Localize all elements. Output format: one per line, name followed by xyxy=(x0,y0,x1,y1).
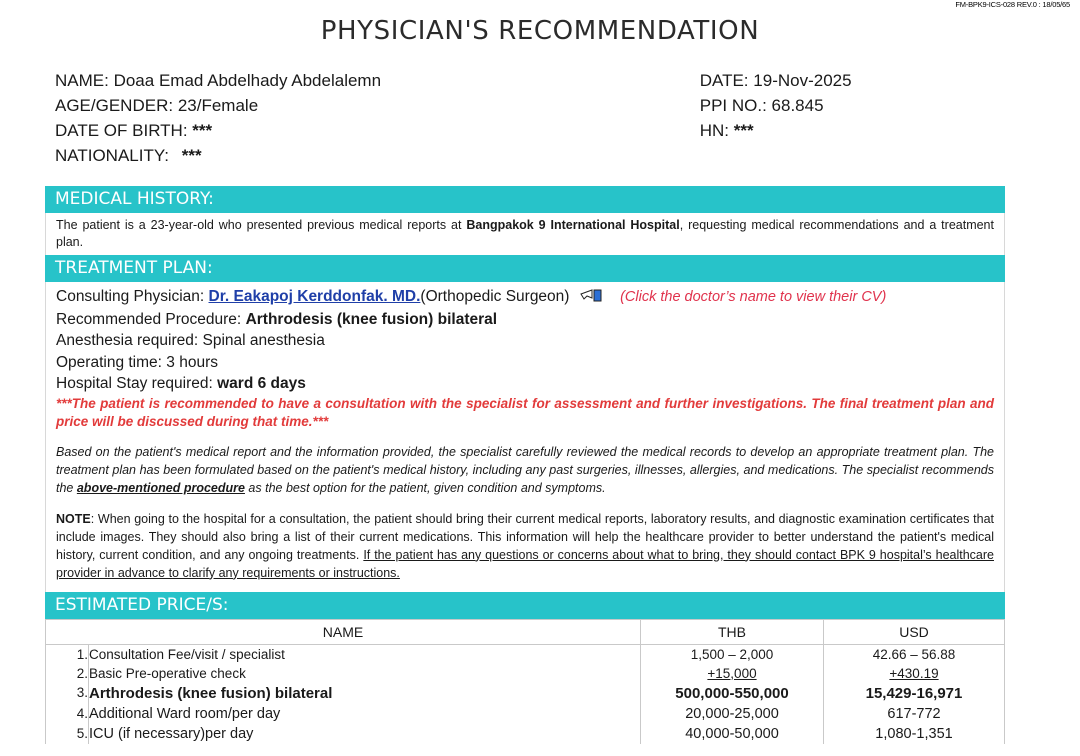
price-table-header-row xyxy=(46,619,1005,644)
patient-info-right xyxy=(700,68,1030,143)
patient-dob-label: DATE OF BIRTH: xyxy=(55,121,188,140)
patient-dob-value: *** xyxy=(192,121,213,140)
date-row xyxy=(700,68,1030,93)
row-usd: 617-772 xyxy=(824,704,1005,724)
patient-info xyxy=(0,68,1080,168)
patient-info-left xyxy=(55,68,695,168)
patient-name-label: NAME: xyxy=(55,71,109,90)
row-thb: 40,000-50,000 xyxy=(641,724,824,744)
procedure-row xyxy=(56,309,994,331)
table-row xyxy=(46,724,1005,744)
hospital-stay-row xyxy=(56,373,994,395)
note-label: NOTE xyxy=(56,511,91,526)
click-hint-text: (Click the doctor’s name to view their CV) xyxy=(620,289,887,305)
medical-history-text-after: , requesting medical recommendations and a treatment plan. xyxy=(56,218,994,249)
operating-time-label: Operating time: xyxy=(56,353,162,371)
patient-name-value: Doaa Emad Abdelhady Abdelalemn xyxy=(113,71,382,90)
section-header-estimated-price: ESTIMATED PRICE/S: xyxy=(45,592,1005,619)
patient-nationality-value: *** xyxy=(181,146,202,165)
page-title: PHYSICIAN'S RECOMMENDATION xyxy=(320,16,760,46)
doctor-specialty: (Orthopedic Surgeon) xyxy=(420,288,570,305)
patient-age-row xyxy=(55,93,695,118)
price-table-body xyxy=(46,644,1005,744)
paragraph-part-2: as the best option for the patient, given condition and symptoms. xyxy=(244,480,606,495)
row-thb: 1,500 – 2,000 xyxy=(641,644,824,664)
column-header-thb: THB xyxy=(641,619,824,644)
treatment-plan-body xyxy=(45,282,1005,592)
treatment-plan-paragraph xyxy=(56,443,994,497)
patient-nationality-row xyxy=(55,143,695,168)
section-header-treatment-plan: TREATMENT PLAN: xyxy=(45,255,1005,282)
ppi-label: PPI NO.: xyxy=(699,96,767,115)
anesthesia-label: Anesthesia required: xyxy=(56,332,199,349)
estimated-price-table xyxy=(45,619,1005,744)
hn-label: HN: xyxy=(699,121,730,140)
row-name: Arthrodesis (knee fusion) bilateral xyxy=(89,683,641,704)
hospital-stay-value: ward 6 days xyxy=(217,375,306,392)
row-name: Additional Ward room/per day xyxy=(89,704,641,724)
table-row xyxy=(46,644,1005,664)
medical-history-text-before: The patient is a 23-year-old who presented previous medical reports at xyxy=(56,218,467,232)
hospital-stay-label: Hospital Stay required: xyxy=(56,375,213,392)
form-code: FM-BPK9-ICS-028 REV.0 : 18/05/65 xyxy=(955,0,1070,9)
hn-row xyxy=(700,118,1030,143)
paragraph-part-1: Based on the patient's medical report and the information provided, the specialist carefully reviewed the medical records to develop an appropriate treatment plan. The treatment plan has been formulated based on the patient's medical history, including any past surgeries, illnesses, allergies, and medications. The specialist recommends the xyxy=(56,444,994,495)
row-usd: +430.19 xyxy=(824,664,1005,683)
row-number: 4. xyxy=(46,704,89,724)
operating-time-value: 3 hours xyxy=(166,353,218,371)
patient-age-value: 23/Female xyxy=(177,96,259,115)
row-usd: 1,080-1,351 xyxy=(824,724,1005,744)
section-header-medical-history: MEDICAL HISTORY: xyxy=(45,186,1005,213)
date-label: DATE: xyxy=(699,71,749,90)
ppi-row xyxy=(700,93,1030,118)
procedure-label: Recommended Procedure: xyxy=(56,310,242,328)
row-thb: 500,000-550,000 xyxy=(641,683,824,704)
click-cursor-icon xyxy=(580,288,604,302)
hn-value: *** xyxy=(733,121,754,140)
table-row xyxy=(46,664,1005,683)
patient-name-row xyxy=(55,68,695,93)
note-text: : When going to the hospital for a consultation, the patient should bring their current medical reports, laboratory results, and diagnostic examination certificates that include images. They should also bring a list of their current medications. This information will help the healthcare provider to better understand the patient's medical history, current condition, and any ongoing treatments. xyxy=(56,511,994,562)
row-thb: +15,000 xyxy=(641,664,824,683)
row-number: 3. xyxy=(46,683,89,704)
hospital-name: Bangpakok 9 International Hospital xyxy=(466,218,680,232)
column-header-usd: USD xyxy=(824,619,1005,644)
operating-time-row xyxy=(56,352,994,374)
note-underlined-text: If the patient has any questions or concerns about what to bring, they should contact BPK 9 hospital’s healthcare provider in advance to clarify any requirements or instructions. xyxy=(56,547,994,580)
row-name: Consultation Fee/visit / specialist xyxy=(89,644,641,664)
row-usd: 15,429-16,971 xyxy=(824,683,1005,704)
anesthesia-row xyxy=(56,330,994,352)
consultation-warning: ***The patient is recommended to have a consultation with the specialist for assessment and further investigations. The final treatment plan and price will be discussed during that time.*** xyxy=(56,395,994,429)
patient-age-label: AGE/GENDER: xyxy=(55,96,174,115)
procedure-value: Arthrodesis (knee fusion) bilateral xyxy=(245,310,498,328)
anesthesia-value: Spinal anesthesia xyxy=(202,332,325,349)
doctor-name-link[interactable]: Dr. Eakapoj Kerddonfak. MD. xyxy=(208,288,421,305)
row-thb: 20,000-25,000 xyxy=(641,704,824,724)
paragraph-underline: above-mentioned procedure xyxy=(76,480,245,495)
price-table-head xyxy=(46,619,1005,644)
row-number: 1. xyxy=(46,644,89,664)
table-row xyxy=(46,704,1005,724)
medical-history-body xyxy=(45,213,1005,255)
medical-history-text xyxy=(56,217,994,251)
table-row xyxy=(46,683,1005,704)
patient-nationality-label: NATIONALITY: xyxy=(55,146,169,165)
row-name: ICU (if necessary)per day xyxy=(89,724,641,744)
ppi-value: 68.845 xyxy=(771,96,824,115)
note-paragraph xyxy=(56,510,994,582)
row-name: Basic Pre-operative check xyxy=(89,664,641,683)
consulting-physician-row xyxy=(56,286,994,309)
row-number: 5. xyxy=(46,724,89,744)
consulting-physician-label: Consulting Physician: xyxy=(56,288,205,305)
column-header-name: NAME xyxy=(46,619,641,644)
row-number: 2. xyxy=(46,664,89,683)
date-value: 19-Nov-2025 xyxy=(753,71,852,90)
patient-dob-row xyxy=(55,118,695,143)
row-usd: 42.66 – 56.88 xyxy=(824,644,1005,664)
